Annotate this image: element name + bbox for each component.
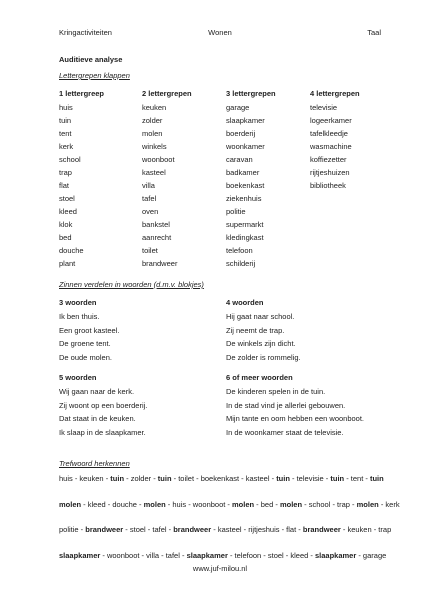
word: caravan [226, 154, 253, 164]
keyword: tuin [157, 474, 172, 483]
word-segment: - kerk [378, 499, 400, 509]
word: toilet [142, 245, 158, 255]
word: plant [59, 258, 76, 268]
keyword: molen [279, 499, 303, 509]
word-segment: huis - keuken - [59, 474, 111, 483]
syllable-column [142, 88, 227, 270]
word: klok [59, 219, 73, 229]
section-syllables-heading: Lettergrepen klappen [59, 71, 130, 80]
keyword: slaapkamer [59, 550, 101, 560]
word: kasteel [142, 167, 166, 177]
sentence-group [226, 371, 386, 439]
keyword: slaapkamer [186, 550, 228, 560]
word: ziekenhuis [226, 193, 262, 203]
word: trap [59, 167, 72, 177]
sentence: Zij woont op een boerderij. [59, 400, 148, 410]
page-header [59, 28, 381, 40]
sentence: De kinderen spelen in de tuin. [226, 387, 326, 396]
word: tafelkleedje [310, 128, 348, 138]
word: school [59, 154, 81, 164]
section-keyword-heading: Trefwoord herkennen [59, 459, 130, 468]
keyword-lines [59, 472, 400, 574]
word-segment: - kasteel - rijtjeshuis - flat - [211, 525, 303, 534]
word: slaapkamer [226, 115, 265, 125]
header-theme: Wonen [208, 28, 232, 37]
keyword: tuin [369, 474, 384, 483]
keyword: molen [356, 499, 379, 509]
word-segment: - televisie - [289, 474, 331, 483]
column-heading: 4 lettergrepen [310, 89, 360, 98]
column-heading: 3 lettergrepen [226, 89, 276, 98]
word-segment: - kleed - douche - [81, 499, 144, 509]
word: flat [59, 180, 70, 190]
keyword: molen [59, 499, 82, 509]
sentence: Ik slaap in de slaapkamer. [59, 427, 146, 437]
word: bankstel [142, 219, 170, 229]
sentence: Ik ben thuis. [59, 312, 100, 321]
word: bed [59, 232, 72, 242]
word: oven [142, 206, 159, 216]
word: tent [59, 128, 72, 138]
sentence: Hij gaat naar school. [226, 312, 295, 321]
word-segment: - keuken - trap [340, 525, 392, 534]
group-heading: 3 woorden [59, 298, 97, 307]
word: douche [59, 245, 84, 255]
group-heading: 6 of meer woorden [226, 373, 293, 382]
sentence: De oude molen. [59, 352, 112, 362]
syllable-column [226, 88, 311, 270]
word: televisie [310, 102, 338, 112]
word: winkels [142, 141, 167, 151]
word-segment: - telefoon - stoel - kleed - [227, 550, 315, 560]
syllable-column [310, 88, 395, 192]
sentence: In de stad vind je allerlei gebouwen. [226, 400, 346, 410]
word: woonboot [142, 154, 175, 164]
word: molen [142, 128, 163, 138]
word: keuken [142, 102, 167, 112]
keyword-line [59, 523, 392, 549]
word: tafel [142, 193, 157, 203]
keyword: slaapkamer [314, 550, 357, 560]
sentence: Een groot kasteel. [59, 325, 120, 335]
word-segment: - bed - [254, 499, 280, 509]
sentence-group [59, 371, 219, 439]
sentence: Mijn tante en oom hebben een woonboot. [226, 414, 365, 423]
keyword: tuin [330, 474, 345, 483]
word: villa [142, 180, 155, 190]
page-title: Auditieve analyse [59, 55, 123, 64]
word: boekenkast [226, 180, 265, 190]
keyword: brandweer [85, 525, 124, 534]
word-segment: - huis - woonboot - [165, 499, 232, 509]
section-sentences-heading: Zinnen verdelen in woorden (d.m.v. blokjes) [59, 280, 204, 289]
word: brandweer [142, 258, 178, 268]
word: tuin [59, 115, 72, 125]
word: koffiezetter [310, 154, 347, 164]
keyword: molen [143, 499, 166, 509]
keyword: brandweer [302, 525, 341, 534]
keyword: brandweer [173, 525, 212, 534]
header-category: Taal [367, 28, 381, 37]
header-subject: Kringactiviteiten [59, 28, 112, 37]
word: aanrecht [142, 232, 172, 242]
column-heading: 1 lettergreep [59, 89, 105, 98]
sentence: De zolder is rommelig. [226, 352, 301, 362]
word: wasmachine [310, 141, 352, 151]
syllable-columns [59, 88, 399, 268]
word: logeerkamer [310, 115, 352, 125]
word-segment: - garage [356, 550, 387, 560]
word-segment: - stoel - tafel - [123, 525, 174, 534]
keyword: molen [232, 499, 255, 509]
page-footer: www.juf-milou.nl [192, 564, 248, 573]
word: huis [59, 102, 73, 112]
word: telefoon [226, 245, 253, 255]
word: rijtjeshuizen [310, 167, 350, 177]
sentence: Wij gaan naar de kerk. [59, 387, 135, 396]
word-segment: - school - trap - [302, 499, 357, 509]
word: supermarkt [226, 219, 264, 229]
group-heading: 4 woorden [226, 298, 264, 307]
sentence-group [226, 296, 386, 364]
word: schilderij [226, 258, 256, 268]
word: kledingkast [226, 232, 264, 242]
word: boerderij [226, 128, 256, 138]
sentence: Zij neemt de trap. [226, 325, 285, 335]
sentence: In de woonkamer staat de televisie. [226, 427, 344, 437]
column-heading: 2 lettergrepen [142, 89, 192, 98]
word: kerk [59, 141, 74, 151]
word: badkamer [226, 167, 260, 177]
word-segment: - zolder - [124, 474, 158, 483]
syllable-column [59, 88, 144, 270]
word-segment: - toilet - boekenkast - kasteel - [171, 474, 277, 483]
keyword: tuin [110, 474, 125, 483]
sentence-group [59, 296, 219, 364]
word: kleed [59, 206, 77, 216]
keyword-line [59, 498, 400, 524]
word: politie [226, 206, 246, 216]
group-heading: 5 woorden [59, 373, 97, 382]
keyword: tuin [276, 474, 290, 483]
word: woonkamer [226, 141, 265, 151]
word: bibliotheek [310, 180, 346, 190]
sentence: Dat staat in de keuken. [59, 414, 136, 423]
word-segment: politie - [59, 525, 86, 534]
keyword-line [59, 472, 389, 498]
word-segment: - tent - [344, 474, 370, 483]
word: garage [226, 102, 250, 112]
sentence: De groene tent. [59, 339, 111, 348]
word-segment: - woonboot - villa - tafel - [100, 550, 187, 560]
word: zolder [142, 115, 163, 125]
sentence: De winkels zijn dicht. [226, 339, 296, 348]
word: stoel [59, 193, 75, 203]
